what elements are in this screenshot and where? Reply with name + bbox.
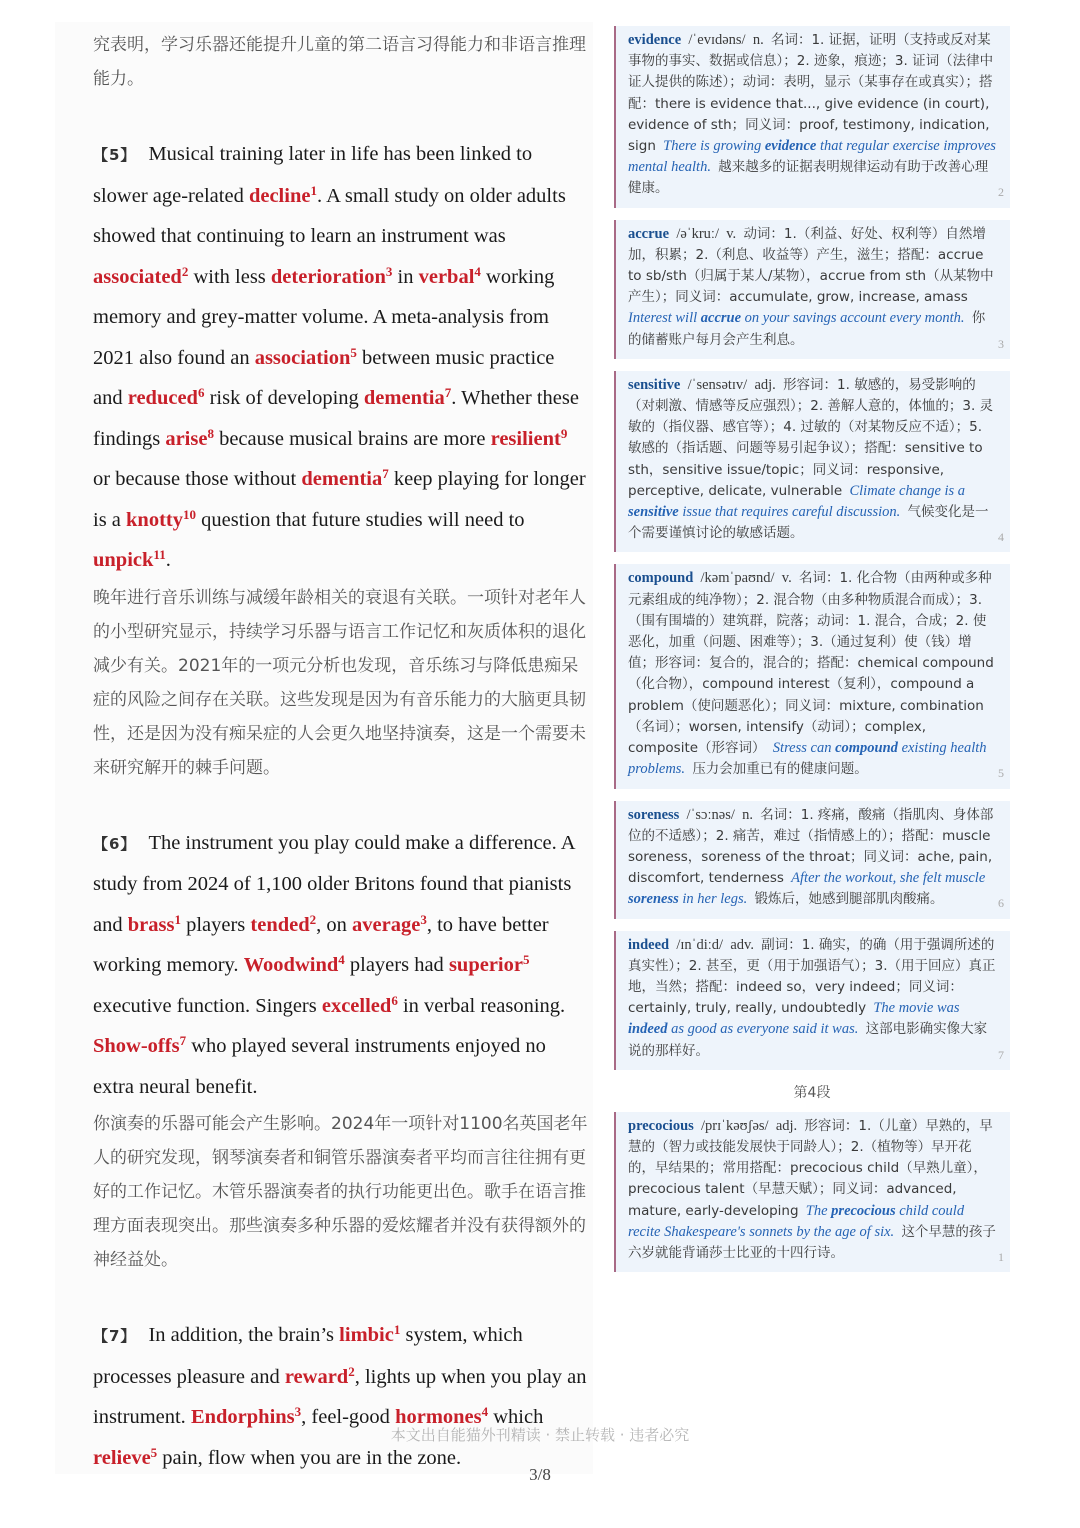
keyword[interactable]: excelled$^6$	[321, 992, 398, 1017]
keyword[interactable]: arise$^8$	[165, 425, 214, 450]
keyword[interactable]: reduced$^6$	[127, 385, 205, 409]
paragraph-5: 【5】 Musical training later in life has been linked to slower age-related decline$^1$. A small study on older adults showed that continuing to learn an instrument was associated$^2$ with less deterioration$^3$ in verbal$^4$ working memory and grey-matter volume. A meta-analysis from 2021 also found an association$^5$ between music practice and reduced$^6$ risk of developing dementia$^7$. Whether these findings arise$^8$ because musical brains are more resilient$^9$ or because those without dementia$^7$ keep playing for longer is a knotty$^{10}$ question that future studies will need to unpick$^{11}$.	[93, 143, 586, 571]
paragraph-number: 【5】	[93, 146, 137, 164]
keyword[interactable]: superior$^5$	[448, 952, 530, 976]
watermark: 本文出自能猫外刊精读 · 禁止转载 · 违者必究	[390, 1426, 690, 1444]
keyword[interactable]: reward$^2$	[284, 1363, 355, 1388]
keyword[interactable]: tended$^2$	[250, 911, 317, 936]
keyword[interactable]: limbic$^1$	[339, 1322, 401, 1346]
keyword[interactable]: unpick$^{11}$	[93, 547, 166, 571]
paragraph-5-translation: 晚年进行音乐训练与减缓年龄相关的衰退有关联。一项针对老年人的小型研究显示，持续学习乐器与语言工作记忆和灰质体积的退化减少有关。2021年的一项元分析也发现，音乐练习与降低患痴呆症的风险之间存在关联。这些发现是因为有音乐能力的大脑更具韧性，还是因为没有痴呆症的人会更久地坚持演奏，这是一个需要未来研究解开的棘手问题。	[93, 587, 586, 778]
keyword[interactable]: Woodwind$^4$	[243, 952, 345, 976]
keyword[interactable]: dementia$^7$	[301, 466, 389, 490]
keyword[interactable]: Endorphins$^3$	[190, 1404, 302, 1428]
vocab-card-compound: compound /kəmˈpaʊnd/ v. 名词：1. 化合物（由两种或多种元素组成的纯净物）；2. 混合物（由多种物质混合而成）；3.（围有围墙的）建筑群，院落；动词：1. 混合，合成；2. 使恶化，加重（问题、困难等）；3.（通过复利）使（钱）增值；形容词：复合的，混合的；搭配：chemical compound（化合物），compound interest（复利），compound a problem（使问题恶化）；同义词：mixture, combination（名词）；worsen, intensify（动词）；complex, composite（形容词） Stress can compound existing health problems. 压力会加重已有的健康问题。 5	[614, 564, 1010, 788]
keyword[interactable]: hormones$^4$	[395, 1404, 489, 1428]
paragraph-number: 【7】	[93, 1327, 137, 1345]
keyword[interactable]: associated$^2$	[93, 263, 189, 288]
keyword[interactable]: dementia$^7$	[363, 385, 452, 409]
vocabulary-column	[614, 26, 1010, 1284]
vocab-card-soreness: soreness /ˈsɔːnəs/ n. 名词：1. 疼痛，酸痛（指肌肉、身体部位的不适感）；2. 痛苦，难过（指情感上的）；搭配：muscle soreness，soreness of the throat；同义词：ache, pain, discomfort, tenderness After the workout, she felt muscle soreness in her legs. 锻炼后，她感到腿部肌肉酸痛。 6	[614, 801, 1010, 919]
vocab-card-sensitive: sensitive /ˈsensətɪv/ adj. 形容词：1. 敏感的，易受影响的（对刺激、情感等反应强烈）；2. 善解人意的，体恤的；3. 灵敏的（指仪器、感官等）；4. 过敏的（对某物反应不适）；5. 敏感的（指话题、问题等易引起争议）；搭配：sensitive to sth，sensitive issue/topic；同义词：responsive, perceptive, delicate, vulnerable Climate change is a sensitive issue that requires careful discussion. 气候变化是一个需要谨慎讨论的敏感话题。 4	[614, 371, 1010, 553]
keyword[interactable]: relieve$^5$	[93, 1444, 158, 1469]
keyword[interactable]: knotty$^{10}$	[126, 506, 196, 531]
page-number: 3/8	[529, 1465, 551, 1484]
keyword[interactable]: verbal$^4$	[418, 263, 481, 288]
paragraph-number: 【6】	[93, 834, 137, 853]
article-column	[55, 22, 593, 1474]
keyword[interactable]: average$^3$	[352, 911, 427, 936]
card-number: 3	[998, 336, 1004, 351]
paragraph-translation-intro: 究表明，学习乐器还能提升儿童的第二语言习得能力和非语言推理能力。	[93, 35, 586, 89]
vocab-card-indeed: indeed /ɪnˈdiːd/ adv. 副词：1. 确实，的确（用于强调所述的真实性）；2. 甚至，更（用于加强语气）；3.（用于回应）真正地，当然；搭配：indeed so，very indeed；同义词：certainly, truly, really, undoubtedly The movie was indeed as good as everyone said it was. 这部电影确实像大家说的那样好。 7	[614, 931, 1010, 1070]
vocab-card-precocious: precocious /prɪˈkəʊʃəs/ adj. 形容词：1.（儿童）早熟的，早慧的（智力或技能发展快于同龄人）；2.（植物等）早开花的，早结果的；常用搭配：precocious child（早熟儿童），precocious talent（早慧天赋）；同义词：advanced, mature, early-developing The precocious child could recite Shakespeare's sonnets by the age of six. 这个早慧的孩子六岁就能背诵莎士比亚的十四行诗。 1	[614, 1112, 1010, 1272]
keyword[interactable]: brass$^1$	[127, 911, 181, 936]
card-number: 4	[998, 530, 1004, 545]
card-number: 6	[998, 896, 1004, 911]
segment-label: 第4段	[793, 1084, 831, 1101]
keyword[interactable]: decline$^1$	[248, 182, 317, 207]
vocab-card-accrue: accrue /əˈkruː/ v. 动词：1.（利益、好处、权利等）自然增加，积累；2.（利息、收益等）产生，滋生；搭配：accrue to sb/sth（归属于某人/某物），accrue from sth（从某物中产生）；同义词：accumulate, grow, increase, amass Interest will accrue on your savings account every month. 你的储蓄账户每月会产生利息。 3	[614, 220, 1010, 359]
keyword[interactable]: Show-offs$^7$	[93, 1033, 187, 1057]
card-number: 7	[998, 1047, 1004, 1062]
card-number: 2	[998, 185, 1004, 200]
paragraph-6: 【6】 The instrument you play could make a difference. A study from 2024 of 1,100 older Britons found that pianists and brass$^1$ players tended$^2$, on average$^3$, to have better working memory. Woodwind$^4$ players had superior$^5$ executive function. Singers excelled$^6$ in verbal reasoning. Show-offs$^7$ who played several instruments enjoyed no extra neural benefit.	[93, 831, 575, 1098]
vocab-card-evidence: evidence /ˈevɪdəns/ n. 名词：1. 证据，证明（支持或反对某事物的事实、数据或信息）；2. 迹象，痕迹；3. 证词（法律中证人提供的陈述）；动词：表明，显示（某事存在或真实）；搭配：there is evidence that..., give evidence (in court), evidence of sth；同义词：proof, testimony, indication, sign There is growing evidence that regular exercise improves mental health. 越来越多的证据表明规律运动有助于改善心理健康。 2	[614, 26, 1010, 208]
keyword[interactable]: association$^5$	[254, 344, 357, 369]
card-number: 5	[998, 766, 1004, 781]
keyword[interactable]: resilient$^9$	[490, 425, 568, 450]
card-number: 1	[998, 1249, 1004, 1264]
paragraph-7: 【7】 In addition, the brain’s limbic$^1$ system, which processes pleasure and reward$^2$, lights up when you play an instrument. Endorphins$^3$, feel-good hormones$^4$ which relieve$^5$ pain, flow when you are in the zone.	[93, 1322, 587, 1469]
keyword[interactable]: deterioration$^3$	[270, 263, 393, 288]
paragraph-6-translation: 你演奏的乐器可能会产生影响。2024年一项针对1100名英国老年人的研究发现，钢琴演奏者和铜管乐器演奏者平均而言往往拥有更好的工作记忆。木管乐器演奏者的执行功能更出色。歌手在语言推理方面表现突出。那些演奏多种乐器的爱炫耀者并没有获得额外的神经益处。	[93, 1114, 588, 1270]
